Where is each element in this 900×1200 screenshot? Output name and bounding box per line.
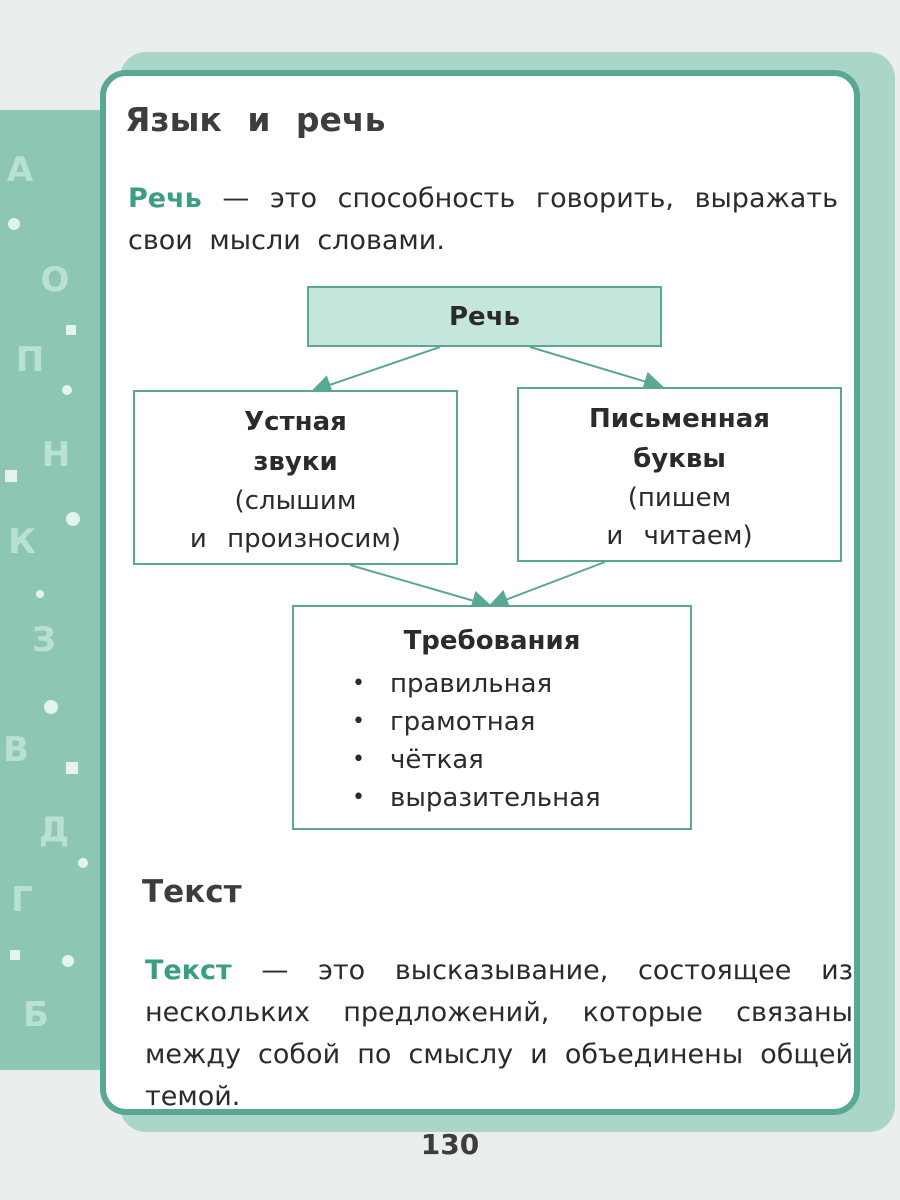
arrow-written-to-requirements — [492, 562, 605, 605]
text-term: Текст — [145, 955, 232, 986]
arrow-to-oral — [315, 347, 440, 390]
written-note-line1: (пишем — [627, 483, 732, 513]
speech-term: Речь — [128, 183, 202, 214]
strip-letter: Б — [23, 995, 49, 1035]
oral-title: Устная — [244, 407, 347, 437]
list-item: • правильная — [352, 665, 690, 703]
speech-definition-text: — это способность говорить, выражать свои мысли словами. — [128, 183, 838, 256]
strip-letter: Г — [11, 880, 33, 920]
written-title: Письменная — [589, 404, 770, 434]
text-definition-text: — это высказывание, состоящее из нескольких предложений, которые связаны между собой по смыслу и объединены общей темой. — [145, 955, 853, 1112]
list-item: • чёткая — [352, 741, 690, 779]
oral-note-line1: (слышим — [234, 486, 357, 516]
section-title-text: Текст — [142, 874, 242, 910]
arrow-oral-to-requirements — [350, 565, 488, 605]
section-title-language-and-speech: Язык и речь — [125, 100, 386, 139]
requirements-list — [294, 665, 690, 817]
strip-letter: А — [6, 150, 34, 190]
arrow-to-written — [530, 347, 660, 386]
strip-letter: О — [40, 260, 70, 300]
diagram-speech-box: Речь — [307, 286, 662, 347]
requirements-title: Требования — [403, 626, 581, 656]
diagram-requirements-box — [292, 605, 692, 830]
diagram-written-box — [517, 387, 842, 562]
strip-letter: Н — [41, 435, 71, 475]
strip-letter: К — [8, 522, 36, 562]
strip-letter: В — [3, 730, 29, 770]
strip-letter: З — [31, 620, 57, 660]
strip-letter: Д — [38, 810, 70, 850]
written-subtitle: буквы — [633, 444, 726, 474]
list-item: • грамотная — [352, 703, 690, 741]
oral-note-line2: и произносим) — [189, 524, 402, 554]
oral-subtitle: звуки — [253, 447, 338, 477]
strip-letter: П — [15, 340, 45, 380]
written-note-line2: и читаем) — [606, 521, 753, 551]
text-definition — [145, 950, 853, 1118]
page-number: 130 — [420, 1128, 480, 1161]
list-item: • выразительная — [352, 779, 690, 817]
diagram-oral-box — [133, 390, 458, 565]
